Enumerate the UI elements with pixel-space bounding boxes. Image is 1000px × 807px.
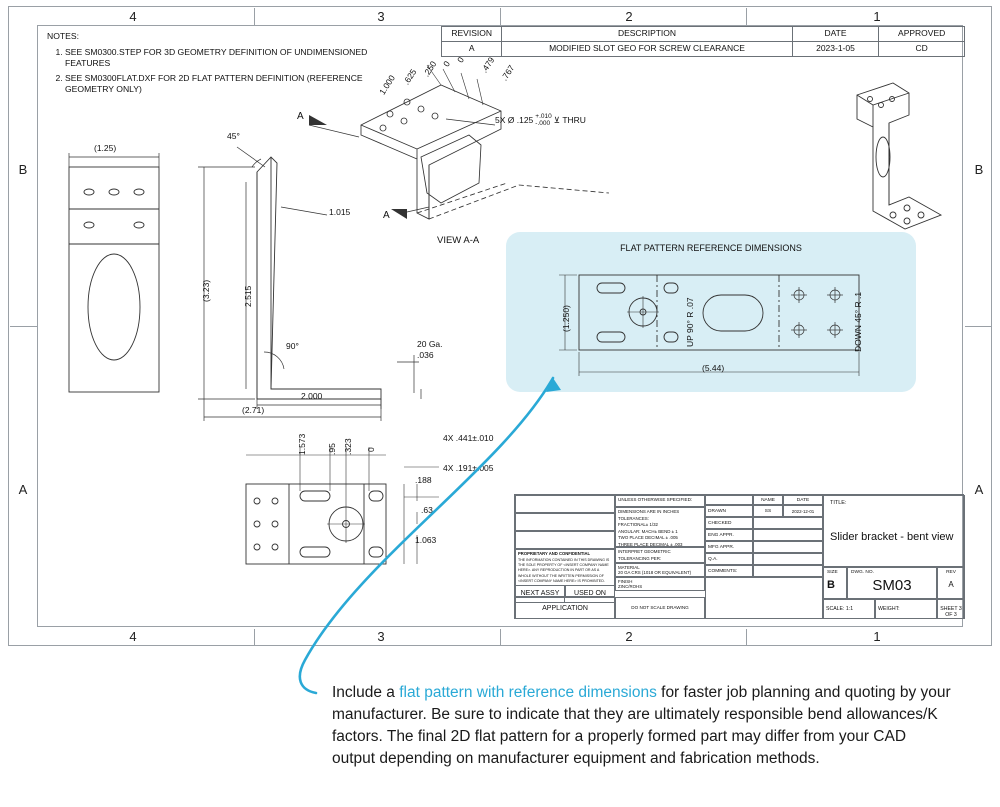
flat-height-dim: (1.250) [561,305,571,332]
tb-dwg-no-cell [847,567,937,599]
top-view-dim-188: .188 [415,475,432,485]
zone-label-left-a: A [18,482,28,497]
tb-interpret [615,547,705,563]
side-view-height-dim: (3.23) [201,279,211,302]
tb-finish [615,577,705,591]
tb-role-eng-appr: ENG APPR. [705,529,753,541]
tb-date-header: DATE [783,495,823,505]
tb-blank [515,495,615,513]
top-view-dim-95: .95 [327,443,337,455]
notes-block [47,31,377,99]
tb-role-checked-value [753,517,823,529]
callout-highlight: flat pattern with reference dimensions [399,684,657,701]
tol-line: TOLERANCES: [618,515,649,521]
flat-length-dim: (5.44) [702,363,725,373]
tb-role-eng-appr-value [753,529,823,541]
drawing-title: Slider bracket - bent view [830,530,954,543]
zone-tick [10,326,37,327]
tb-blank [515,531,615,549]
material-label: MATERIAL [618,565,640,570]
zone-tick [746,629,747,646]
callout-text [332,682,952,770]
drawing-sheet [8,6,992,646]
rev-header-date: DATE [792,27,879,42]
zone-tick [254,8,255,25]
section-arrow-label-a2: A [383,210,390,221]
rev-value: A [948,579,954,589]
zone-tick [965,326,992,327]
iso-dim-1000: 1.000 [377,73,397,97]
callout-part1: Include a [332,684,400,701]
material-value: 20 GA CRS (1018 OR EQUIVALENT) [618,570,692,576]
tb-tolerances [615,507,705,547]
tb-role-mfg-appr-value [753,541,823,553]
tb-sheet: SHEET 3 OF 3 [937,599,965,619]
rev-cell-date: 2023-1-05 [792,41,879,56]
zone-label-top-1: 1 [873,9,881,24]
tol-line: THREE PLACE DECIMAL ± .003 [618,542,683,547]
gauge-label-line2: .036 [417,350,434,360]
tb-role-qa-value [753,553,823,565]
zone-tick [500,8,501,25]
flat-bend-up-note: UP 90° R .07 [685,297,695,347]
tb-tolerance-header: UNLESS OTHERWISE SPECIFIED: [615,495,705,507]
finish-label: FINISH [618,579,633,584]
zone-label-right-b: B [974,162,984,177]
tb-role-qa: Q.A. [705,553,753,565]
rev-cell-revision: A [442,41,502,56]
tb-scale: SCALE: 1:1 [823,599,875,619]
iso-dim-767: .767 [499,63,517,83]
proprietary-title: PROPRIETARY AND CONFIDENTIAL [518,551,591,556]
callout-part2: for faster job planning and quoting by your manufacturer. Be sure to indicate that they are ultimately responsible bend allowances/K factors. The final 2D flat pattern for a properly formed part may differ from your CAD output depending on manufacturer equipment and fabrication methods. [332,684,951,767]
flat-bend-down-note: DOWN 45° R .1 [853,291,863,352]
tb-do-not-scale: DO NOT SCALE DRAWING [615,597,705,619]
rev-header-revision: REVISION [442,27,502,42]
tb-name-header: NAME [753,495,783,505]
finish-value: ZINC/ROHS [618,584,643,590]
flat-pattern-title: FLAT PATTERN REFERENCE DIMENSIONS [620,243,802,253]
iso-zero-1: 0 [441,59,452,69]
tb-role-mfg-appr: MFG APPR. [705,541,753,553]
hole-depth-text: THRU [562,114,586,125]
table-row [442,41,965,56]
tb-application-label: APPLICATION [515,597,615,619]
side-view-angle-90: 90° [286,341,299,351]
hole-callout [495,114,586,127]
iso-dim-479: .479 [479,55,497,75]
tb-next-assy-label: NEXT ASSY [515,585,565,597]
size-value: B [827,578,835,591]
tb-role-drawn: DRAWN [705,505,753,517]
hole-callout-text: 5X Ø .125 [495,114,534,125]
iso-dim-625: .625 [401,67,419,87]
gauge-label-line1: 20 Ga. [417,339,443,349]
side-view-flange-dim: 2.515 [243,285,253,307]
hole-tol-lower: -.000 [535,119,551,127]
dwg-no-label: DWG. NO. [851,570,874,575]
top-view-dim-1573: 1.573 [297,433,307,455]
rev-header-description: DESCRIPTION [502,27,792,42]
top-view-dim-0: 0 [366,447,376,452]
zone-label-bottom-3: 3 [377,629,385,644]
zone-label-top-4: 4 [129,9,137,24]
tb-role-drawn-name: SS [753,505,783,517]
tb-comments: COMMENTS: [705,565,753,577]
interpret-line-1: INTERPRET GEOMETRIC [618,549,671,554]
note-item: 2. SEE SM0300FLAT.DXF FOR 2D FLAT PATTERN DEFINITION (REFERENCE GEOMETRY ONLY) [65,73,377,96]
tb-used-on-label: USED ON [565,585,615,597]
zone-tick [746,8,747,25]
side-view-angle-45: 45° [227,131,240,141]
side-view-overall-dim: (2.71) [242,405,265,415]
notes-title: NOTES: [47,31,79,41]
tb-role-checked: CHECKED [705,517,753,529]
rev-header-approved: APPROVED [879,27,965,42]
tb-blank [515,513,615,531]
tb-comments-value [753,565,823,577]
zone-label-bottom-2: 2 [625,629,633,644]
zone-label-bottom-1: 1 [873,629,881,644]
side-view-base-dim: 2.000 [301,391,323,401]
hole-tol-upper: +.010 [535,113,552,120]
tb-weight: WEIGHT: [875,599,937,619]
rev-label: REV [946,570,956,575]
zone-label-right-a: A [974,482,984,497]
iso-zero-2: 0 [455,55,466,65]
tb-rev-cell [937,567,965,599]
zone-tick [254,629,255,646]
revision-table [441,26,965,57]
top-view-hole-191: 4X .191±.005 [443,463,494,473]
top-view-dim-63: .63 [421,505,433,515]
title-label: TITLE: [830,500,847,506]
top-view-hole-441: 4X .441±.010 [443,433,494,443]
table-header-row [442,27,965,42]
tol-line: FRACTIONAL± 1/32 [618,522,658,528]
size-label: SIZE [827,570,838,575]
tb-size-cell [823,567,847,599]
tol-line: ANGULAR: MACH± BEND ± 1 [618,528,678,534]
zone-label-top-2: 2 [625,9,633,24]
tb-role-drawn-date: 2022-12-01 [783,505,823,517]
zone-label-left-b: B [18,162,28,177]
iso-dim-250: .250 [421,59,439,79]
section-arrow-label-a1: A [297,111,304,122]
rev-cell-approved: CD [879,41,965,56]
front-view-width-dim: (1.25) [94,143,117,153]
view-aa-label: VIEW A-A [437,235,480,246]
proprietary-body: THE INFORMATION CONTAINED IN THIS DRAWING IS THE SOLE PROPERTY OF <INSERT COMPANY NAME HERE>. ANY REPRODUCTION IN PART OR AS A WHOLE WITHOUT THE WRITTEN PERMISSION OF <INSERT COMPANY NAME HERE> IS PROHIBITED. [518,558,610,583]
tb-title-cell [823,495,965,567]
top-view-dim-323: .323 [343,438,353,455]
dwg-no-value: SM03 [872,576,912,594]
tb-blank [705,495,753,505]
tb-blank-lower [705,577,823,619]
title-block [514,494,964,619]
hole-depth-symbol: ⊻ [553,114,563,125]
note-item: 1. SEE SM0300.STEP FOR 3D GEOMETRY DEFINITION OF UNDIMENSIONED FEATURES [65,47,377,70]
zone-label-bottom-4: 4 [129,629,137,644]
tol-line: TWO PLACE DECIMAL ± .005 [618,535,678,541]
zone-tick [500,629,501,646]
side-view-bend-ref: 1.015 [329,207,351,217]
tb-material [615,563,705,577]
interpret-line-2: TOLERANCING PER: [618,555,662,561]
rev-cell-description: MODIFIED SLOT GEO FOR SCREW CLEARANCE [502,41,792,56]
zone-label-top-3: 3 [377,9,385,24]
tol-line: DIMENSIONS ARE IN INCHES [618,509,680,514]
top-view-dim-1063: 1.063 [415,535,437,545]
